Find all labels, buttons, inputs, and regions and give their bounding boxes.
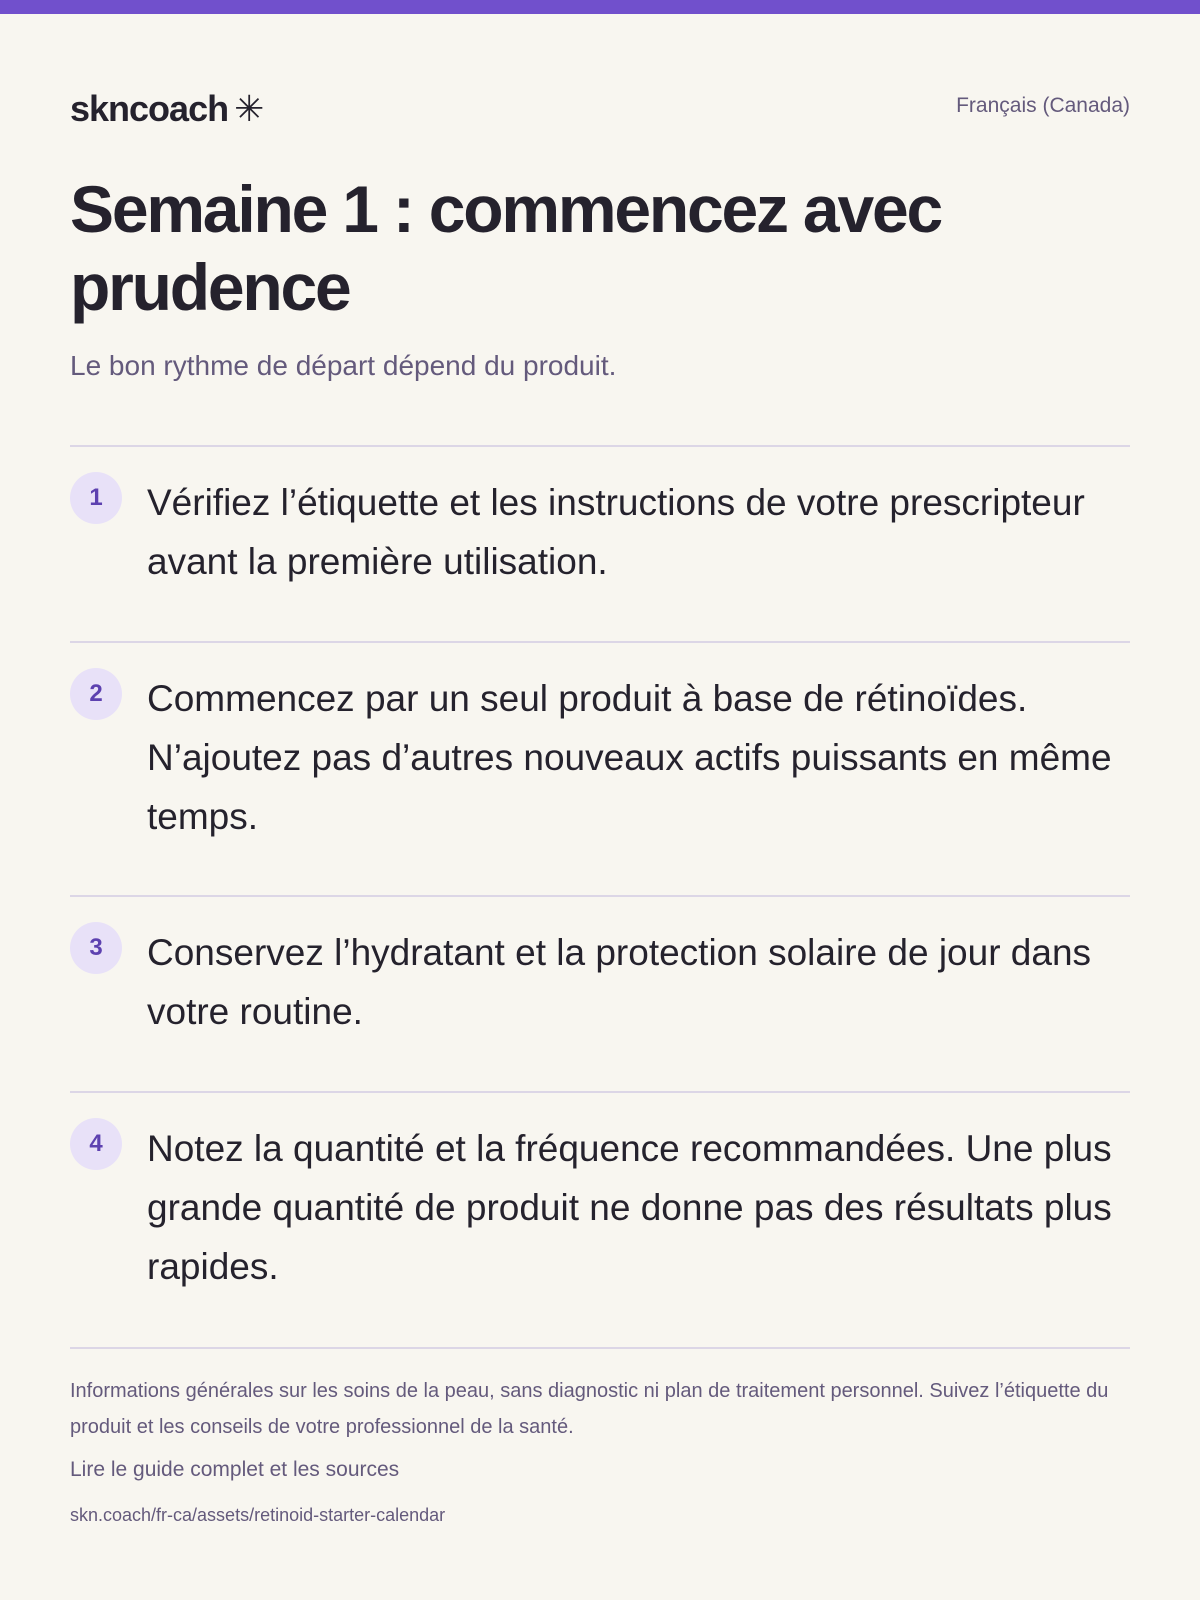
asterisk-icon: ✳: [234, 88, 265, 129]
source-url: skn.coach/fr-ca/assets/retinoid-starter-calendar: [70, 1505, 446, 1525]
step-text: Conservez l’hydratant et la protection solaire de jour dans votre routine.: [147, 932, 1092, 1032]
steps-list: [70, 445, 1130, 1345]
step-text: Notez la quantité et la fréquence recommandées. Une plus grande quantité de produit ne donne pas des résultats plus rapides.: [147, 1128, 1112, 1287]
brand-name: skncoach: [70, 88, 229, 129]
page-title: Semaine 1 : commencez avec prudence: [70, 172, 941, 324]
brand-logo: [70, 88, 264, 130]
step-item: [70, 1091, 1130, 1345]
step-item: [70, 895, 1130, 1091]
step-number-badge: 3: [70, 922, 122, 974]
header: [70, 88, 1130, 128]
step-number-badge: 2: [70, 668, 122, 720]
step-text: Commencez par un seul produit à base de rétinoïdes. N’ajoutez pas d’autres nouveaux actifs puissants en même temps.: [147, 678, 1112, 837]
step-item: [70, 641, 1130, 895]
top-accent-bar: [0, 0, 1200, 14]
footer-divider: [70, 1347, 1130, 1349]
language-label: Français (Canada): [956, 94, 1130, 117]
step-number-badge: 1: [70, 472, 122, 524]
step-text: Vérifiez l’étiquette et les instructions de votre prescripteur avant la première utilisation.: [147, 482, 1085, 582]
page-subtitle: Le bon rythme de départ dépend du produit.: [70, 350, 617, 381]
disclaimer-text: Informations générales sur les soins de la peau, sans diagnostic ni plan de traitement personnel. Suivez l’étiquette du produit et les conseils de votre professionnel de la santé.: [70, 1380, 1109, 1438]
step-item: [70, 445, 1130, 641]
step-number-badge: 4: [70, 1118, 122, 1170]
full-guide-link[interactable]: Lire le guide complet et les sources: [70, 1458, 400, 1481]
